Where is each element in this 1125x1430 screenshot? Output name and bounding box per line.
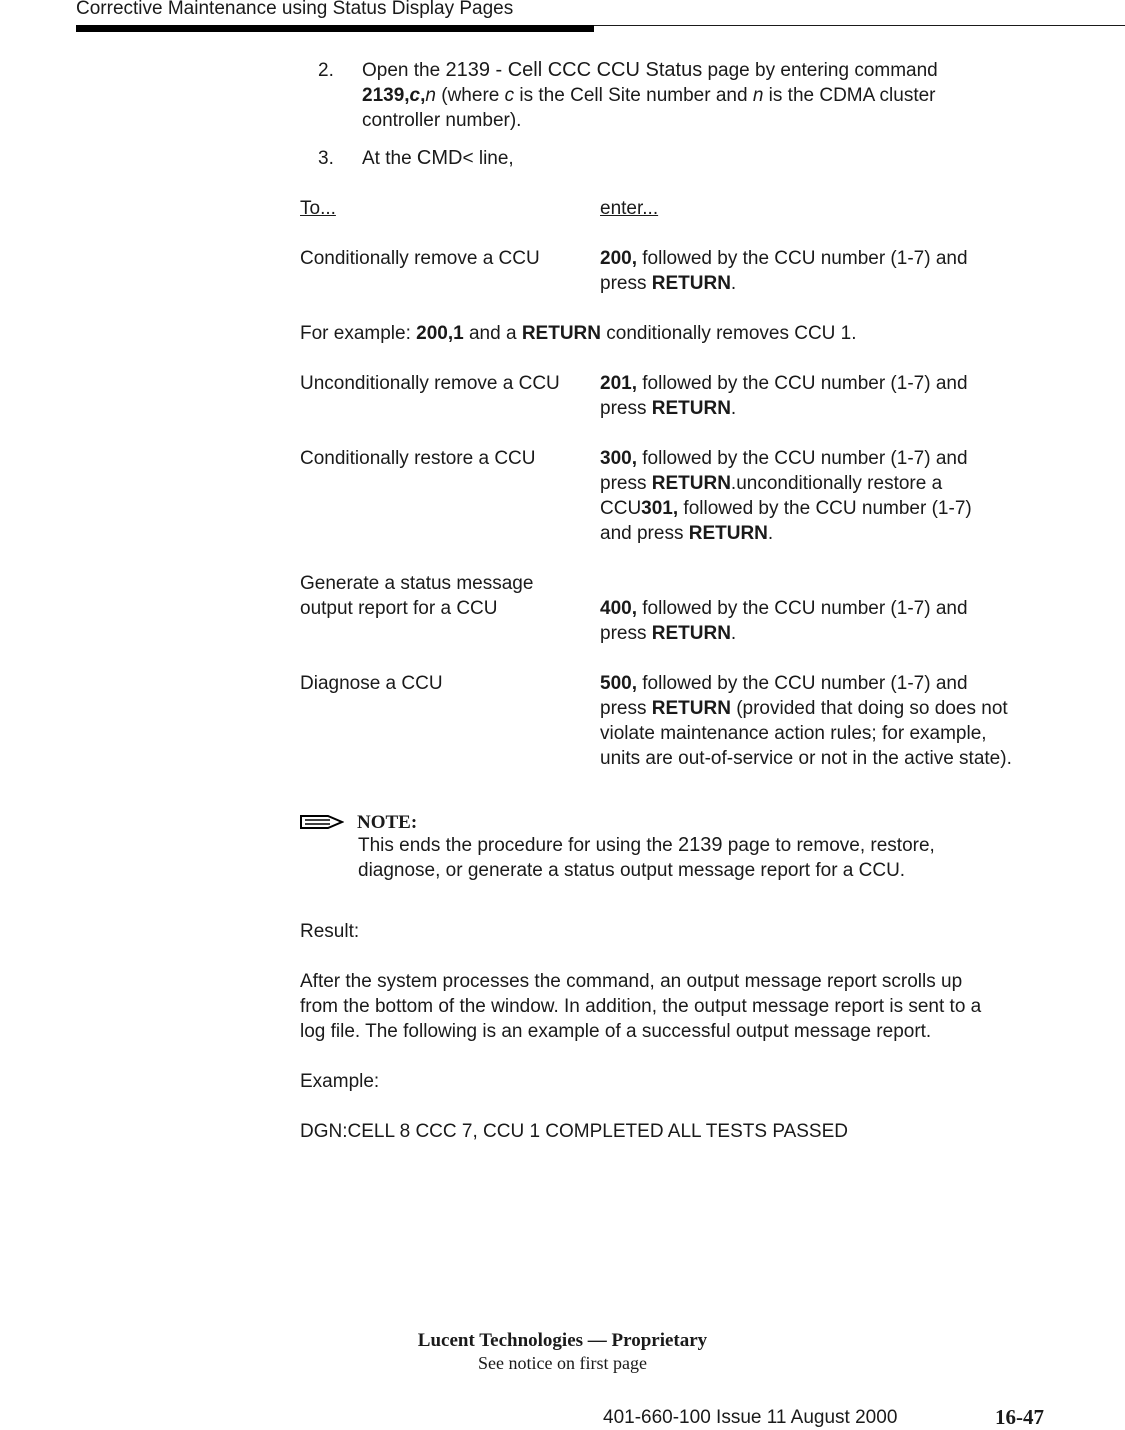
enter-500-line2: press RETURN (provided that doing so does not xyxy=(600,698,1008,719)
column-header-enter: enter... xyxy=(600,198,659,219)
step-2-line2: 2139,c,n (where c is the Cell Site number and n is the CDMA cluster xyxy=(362,85,936,106)
step-3-text: At the CMD< line, xyxy=(362,147,514,169)
enter-500-line3: violate maintenance action rules; for example, xyxy=(600,723,987,744)
example-output: DGN:CELL 8 CCC 7, CCU 1 COMPLETED ALL TESTS PASSED xyxy=(300,1121,848,1142)
step-3-number: 3. xyxy=(318,148,334,169)
enter-200-line2: press RETURN. xyxy=(600,273,737,294)
example-label: Example: xyxy=(300,1071,380,1092)
enter-201-line1: 201, followed by the CCU number (1-7) and xyxy=(600,373,968,394)
column-header-to: To... xyxy=(300,198,336,219)
enter-301-line2: and press RETURN. xyxy=(600,523,774,544)
page-number: 16-47 xyxy=(995,1405,1044,1429)
note-line2: diagnose, or generate a status output message report for a CCU. xyxy=(358,860,906,881)
enter-300-line1: 300, followed by the CCU number (1-7) and xyxy=(600,448,968,469)
note-arrow-icon xyxy=(300,811,344,833)
enter-301-line1: CCU301, followed by the CCU number (1-7) xyxy=(600,498,972,519)
action-unconditionally-remove: Unconditionally remove a CCU xyxy=(300,373,560,394)
footer-company: Lucent Technologies — Proprietary xyxy=(417,1330,708,1351)
action-generate-report-line2: output report for a CCU xyxy=(300,598,498,619)
running-header: Corrective Maintenance using Status Display Pages xyxy=(76,0,514,19)
step-2-line1: Open the 2139 - Cell CCC CCU Status page by entering command xyxy=(362,59,938,81)
note-label: NOTE: xyxy=(357,812,418,833)
action-conditionally-restore: Conditionally restore a CCU xyxy=(300,448,536,469)
enter-400-line1: 400, followed by the CCU number (1-7) and xyxy=(600,598,968,619)
action-diagnose: Diagnose a CCU xyxy=(300,673,443,694)
step-2-number: 2. xyxy=(318,60,334,81)
footer-notice: See notice on first page xyxy=(478,1353,647,1373)
note-line1: This ends the procedure for using the 2139 page to remove, restore, xyxy=(358,834,935,856)
result-paragraph-line1: After the system processes the command, an output message report scrolls up xyxy=(300,971,963,992)
action-conditionally-remove: Conditionally remove a CCU xyxy=(300,248,540,269)
enter-400-line2: press RETURN. xyxy=(600,623,737,644)
action-generate-report-line1: Generate a status message xyxy=(300,573,534,594)
enter-300-line2: press RETURN.unconditionally restore a xyxy=(600,473,943,494)
enter-500-line4: units are out-of-service or not in the active state). xyxy=(600,748,1012,769)
result-paragraph-line3: log file. The following is an example of a successful output message report. xyxy=(300,1021,932,1042)
enter-200-line1: 200, followed by the CCU number (1-7) and xyxy=(600,248,968,269)
enter-500-line1: 500, followed by the CCU number (1-7) and xyxy=(600,673,968,694)
result-label: Result: xyxy=(300,921,360,942)
enter-201-line2: press RETURN. xyxy=(600,398,737,419)
result-paragraph-line2: from the bottom of the window. In addition, the output message report is sent to a xyxy=(300,996,982,1017)
footer-issue: 401-660-100 Issue 11 August 2000 xyxy=(603,1407,898,1428)
example-remove: For example: 200,1 and a RETURN conditionally removes CCU 1. xyxy=(300,323,857,344)
header-bar xyxy=(76,25,594,32)
step-2-line3: controller number). xyxy=(362,110,522,131)
